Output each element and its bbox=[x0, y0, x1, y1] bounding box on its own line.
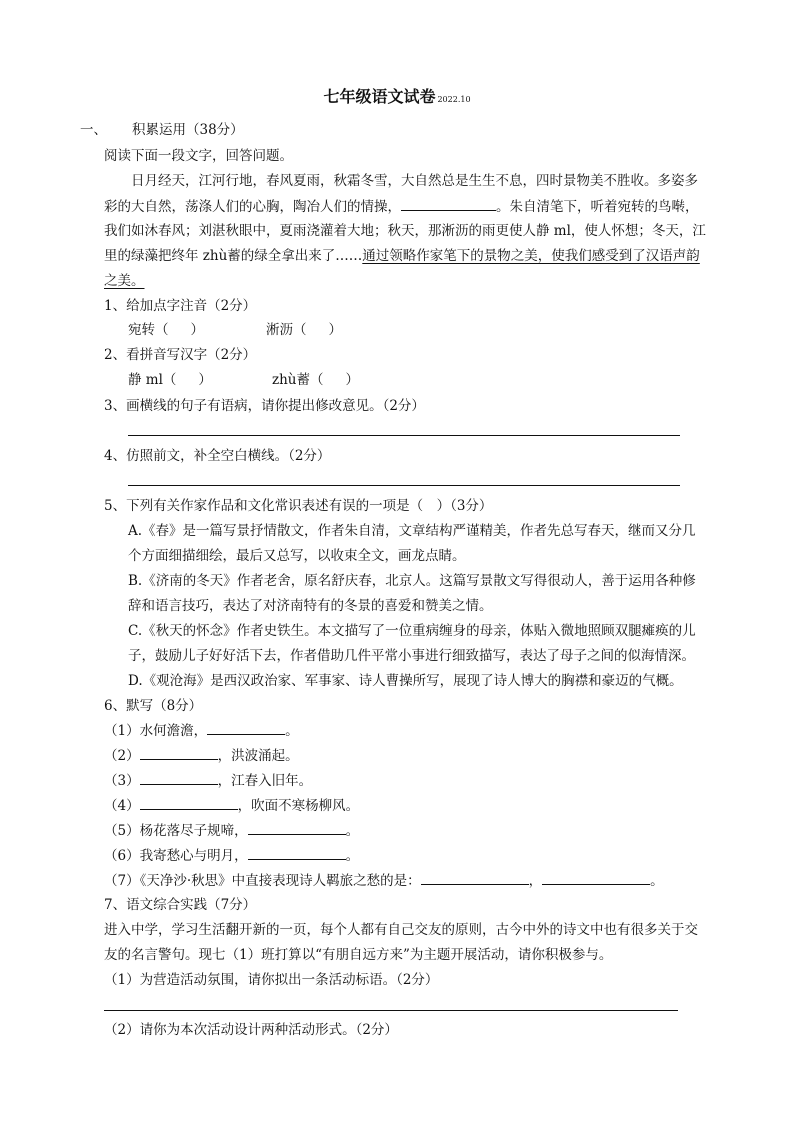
q1-item-a bbox=[128, 320, 204, 340]
q7-intro-line: 友的名言警句。现七（1）班打算以“有朋自远方来”为主题开展活动，请你积极参与。 bbox=[104, 947, 613, 963]
passage-line: 日月经天，江河行地，春风夏雨，秋霜冬雪，大自然总是生生不息，四时景物美不胜收。多姿多 bbox=[131, 173, 698, 189]
question-4-label: 4、仿照前文，补全空白横线。（2分） bbox=[104, 448, 331, 464]
passage-text: 。朱自清笔下，听着宛转的鸟啭， bbox=[496, 199, 699, 215]
exam-title bbox=[0, 86, 794, 111]
q6-7-comma: ， bbox=[528, 873, 543, 889]
q6-7-text: （7）《天净沙·秋思》中直接表现诗人羁旅之愁的是： bbox=[104, 873, 421, 889]
q5-option-a: A.《春》是一篇写景抒情散文，作者朱自清，文章结构严谨精美，作者先总写春天，继而又分几 bbox=[128, 523, 696, 539]
q6-item-2 bbox=[104, 745, 299, 766]
exam-date: 2022.10 bbox=[437, 95, 471, 104]
q6-4-end: ，吹面不寒杨柳风。 bbox=[237, 798, 360, 814]
q6-5-end: 。 bbox=[345, 823, 360, 839]
q6-1-text: （1）水何澹澹， bbox=[104, 723, 208, 739]
q6-5-text: （5）杨花落尽子规啼， bbox=[104, 823, 248, 839]
q5-option-b-cont: 辞和语言技巧，表达了对济南特有的冬景的喜爱和赞美之情。 bbox=[128, 598, 493, 614]
q2-a-text: 静 ml（ bbox=[128, 372, 177, 388]
q6-3-end: ，江春入旧年。 bbox=[217, 773, 313, 789]
reading-intro: 阅读下面一段文字，回答问题。 bbox=[104, 148, 293, 164]
q6-item-3 bbox=[104, 770, 312, 791]
q5-option-d: D.《观沧海》是西汉政治家、军事家、诗人曹操所写，展现了诗人博大的胸襟和豪迈的气概。 bbox=[128, 673, 683, 689]
q6-item-7 bbox=[104, 870, 664, 891]
passage-line bbox=[104, 196, 699, 217]
passage-line: 我们如沐春风；刘湛秋眼中，夏雨浇灌着大地；秋天，那淅沥的雨更使人静 ml，使人怀想；冬天，江 bbox=[104, 223, 706, 239]
q2-item-a bbox=[128, 370, 212, 390]
title-text: 七年级语文试卷 bbox=[323, 87, 436, 106]
q6-item-5 bbox=[104, 820, 359, 841]
q2-b-close: ） bbox=[345, 372, 360, 388]
q6-2-text: （2） bbox=[104, 748, 140, 764]
q1-a-close: ） bbox=[190, 322, 204, 338]
q2-item-b bbox=[272, 370, 359, 390]
q6-item-4 bbox=[104, 795, 359, 816]
q6-4-text: （4） bbox=[104, 798, 140, 814]
underlined-sentence: 之美。 bbox=[104, 273, 145, 289]
q3-answer-line[interactable] bbox=[128, 435, 680, 436]
q7-1-answer-line[interactable] bbox=[104, 1010, 678, 1011]
q6-7-blank-2[interactable] bbox=[542, 870, 650, 885]
question-5-label: 5、下列有关作家作品和文化常识表述有误的一项是（ ）（3分） bbox=[104, 498, 493, 514]
q6-6-text: （6）我寄愁心与明月， bbox=[104, 848, 248, 864]
question-6-label: 6、默写（8分） bbox=[104, 698, 203, 714]
q7-sub-2: （2）请你为本次活动设计两种活动形式。（2分） bbox=[104, 1022, 398, 1038]
q2-a-close: ） bbox=[198, 372, 212, 388]
q6-4-blank[interactable] bbox=[140, 795, 238, 810]
q6-2-blank[interactable] bbox=[140, 745, 218, 760]
q1-b-close: ） bbox=[328, 322, 342, 338]
underlined-sentence: 通过领略作家笔下的景物之美，使我们感受到了汉语声韵 bbox=[362, 248, 700, 264]
q7-sub-1: （1）为营造活动氛围，请你拟出一条活动标语。（2分） bbox=[104, 972, 439, 988]
q6-5-blank[interactable] bbox=[248, 820, 346, 835]
question-7-label: 7、语文综合实践（7分） bbox=[104, 897, 257, 913]
passage-line bbox=[104, 246, 700, 266]
passage-text: 里的绿藻把终年 zhù蓄的绿全拿出来了…… bbox=[104, 248, 363, 264]
q6-3-blank[interactable] bbox=[140, 770, 218, 785]
q4-answer-line[interactable] bbox=[128, 485, 680, 486]
section-number: 一、 bbox=[80, 122, 107, 138]
question-2-label: 2、看拼音写汉字（2分） bbox=[104, 347, 257, 363]
q1-a-text: 宛转（ bbox=[128, 322, 169, 338]
q6-1-end: 。 bbox=[285, 723, 299, 739]
passage-blank[interactable] bbox=[401, 196, 496, 211]
section-heading: 积累运用（38分） bbox=[132, 122, 244, 138]
q5-option-a-cont: 个方面细描细绘，最后又总写，以收束全文，画龙点睛。 bbox=[128, 548, 466, 564]
q1-b-text: 淅沥（ bbox=[266, 322, 307, 338]
passage-text: 彩的大自然，荡涤人们的心胸，陶冶人们的情操， bbox=[104, 199, 401, 215]
q5-option-c: C.《秋天的怀念》作者史铁生。本文描写了一位重病缠身的母亲，体贴入微地照顾双腿瘫痪的儿 bbox=[128, 623, 696, 639]
question-3-label: 3、画横线的句子有语病，请你提出修改意见。（2分） bbox=[104, 398, 425, 414]
q6-1-blank[interactable] bbox=[207, 720, 285, 735]
q6-6-blank[interactable] bbox=[248, 845, 346, 860]
q6-7-blank-1[interactable] bbox=[421, 870, 529, 885]
q1-item-b bbox=[266, 320, 342, 340]
q6-2-end: ，洪波涌起。 bbox=[217, 748, 299, 764]
q6-item-1 bbox=[104, 720, 299, 741]
q6-7-end: 。 bbox=[650, 873, 664, 889]
q5-option-b: B.《济南的冬天》作者老舍，原名舒庆春，北京人。这篇写景散文写得很动人，善于运用各种修 bbox=[128, 573, 696, 589]
q5-option-c-cont: 子，鼓励儿子好好活下去，作者借助几件平常小事进行细致描写，表达了母子之间的似海情深。 bbox=[128, 648, 695, 664]
q2-b-text: zhù蓄（ bbox=[272, 372, 324, 388]
q6-6-end: 。 bbox=[345, 848, 360, 864]
q6-item-6 bbox=[104, 845, 359, 866]
question-1-label: 1、给加点字注音（2分） bbox=[104, 298, 257, 314]
q6-3-text: （3） bbox=[104, 773, 140, 789]
q7-intro-line: 进入中学，学习生活翻开新的一页，每个人都有自己交友的原则，古今中外的诗文中也有很多关于交 bbox=[104, 922, 698, 938]
